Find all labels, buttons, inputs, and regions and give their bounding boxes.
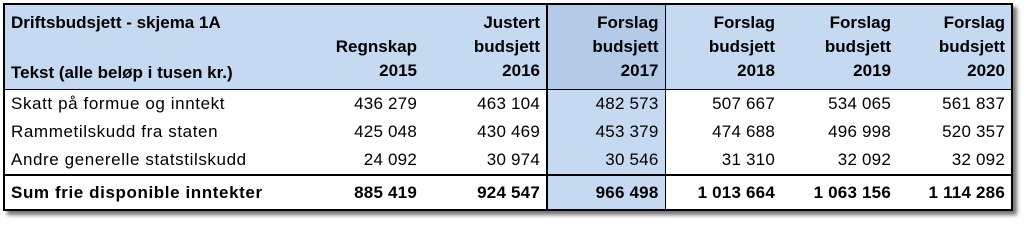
total-row: [5, 175, 1011, 209]
value-cell: 561 837: [897, 89, 1011, 118]
value-cell: 520 357: [942, 121, 1005, 141]
table-body: [5, 89, 1011, 209]
value-cell: 436 279: [291, 89, 423, 118]
value-cell: 453 379: [547, 118, 665, 146]
table-header: [5, 5, 1011, 89]
total-label: Sum frie disponible inntekter: [5, 175, 291, 209]
column-header-2015: Regnskap 2015: [291, 5, 423, 89]
value-cell: 425 048: [354, 121, 417, 141]
value-cell: 30 974: [486, 150, 540, 170]
table-row: [5, 146, 1011, 175]
column-header-2019: Forslag budsjett 2019: [781, 5, 897, 89]
column-header-tekst: Tekst (alle beløp i tusen kr.): [11, 62, 233, 82]
table-title: Driftsbudsjett - skjema 1A: [11, 13, 221, 32]
value-cell: 474 688: [665, 118, 781, 146]
total-value-cell: 1 114 286: [897, 175, 1011, 209]
budget-table-frame: [3, 3, 1013, 211]
value-cell: 32 092: [951, 150, 1005, 170]
value-cell: 496 998: [828, 121, 891, 141]
value-cell: 430 469: [477, 121, 540, 141]
table-row: [5, 89, 1011, 118]
total-value-cell: 1 013 664: [665, 175, 781, 209]
total-value-cell: 924 547: [423, 175, 547, 209]
value-cell: 463 104: [423, 89, 547, 118]
column-header-2018: Forslag budsjett 2018: [665, 5, 781, 89]
row-label: Rammetilskudd fra staten: [11, 121, 219, 141]
column-header-2017: Forslag budsjett 2017: [547, 5, 665, 89]
row-label: Andre generelle statstilskudd: [11, 150, 247, 170]
value-cell: 534 065: [781, 89, 897, 118]
total-value-cell: 885 419: [291, 175, 423, 209]
value-cell: 24 092: [363, 150, 417, 170]
table-row: [5, 118, 1011, 146]
value-cell: 507 667: [665, 89, 781, 118]
header-label-cell: [5, 5, 291, 89]
column-header-2016: Justert budsjett 2016: [423, 5, 547, 89]
value-cell: 482 573: [547, 89, 665, 118]
total-value-cell: 1 063 156: [781, 175, 897, 209]
row-label: Skatt på formue og inntekt: [5, 89, 291, 118]
value-cell: 30 546: [547, 146, 665, 175]
budget-table: [5, 5, 1011, 209]
value-cell: 32 092: [837, 150, 891, 170]
total-value-cell: 966 498: [547, 175, 665, 209]
value-cell: 31 310: [665, 146, 781, 175]
column-header-2020: Forslag budsjett 2020: [897, 5, 1011, 89]
